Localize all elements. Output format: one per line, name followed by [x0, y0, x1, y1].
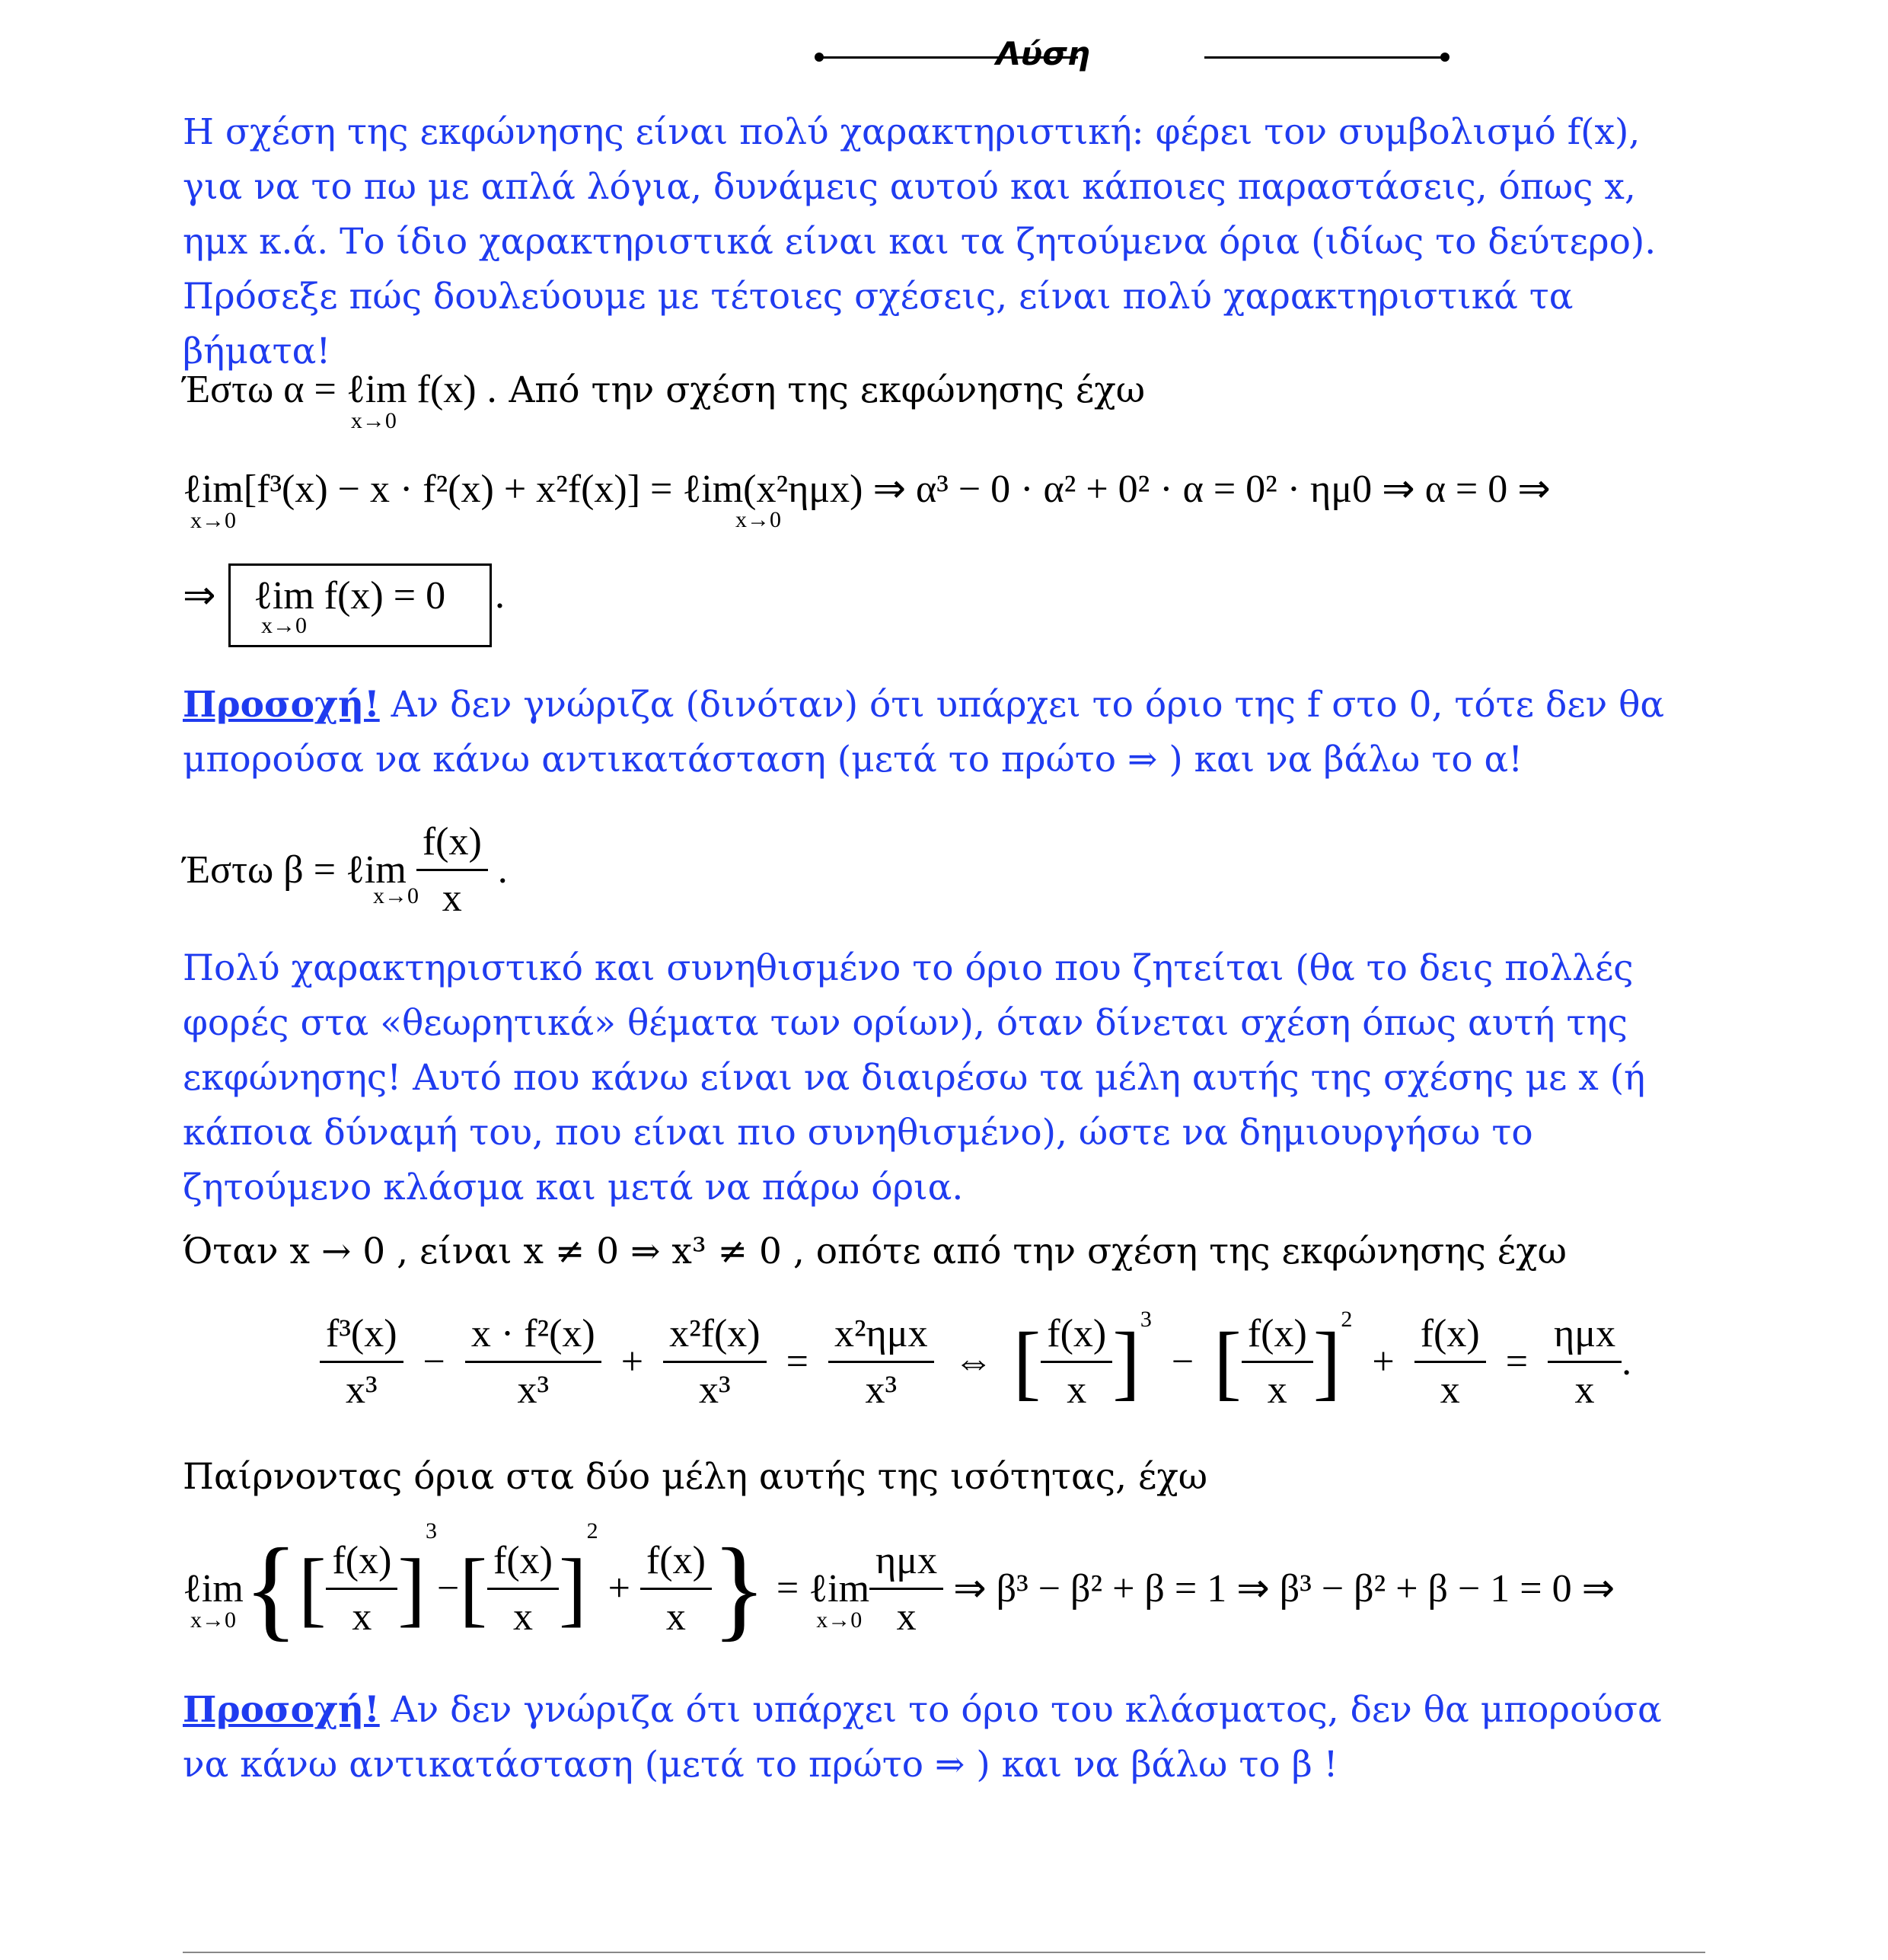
lim-subscript: x→0	[190, 1607, 236, 1633]
term4-numerator: x²ημx	[834, 1312, 928, 1355]
frac-den: x	[1267, 1368, 1287, 1412]
intro-paragraph: Η σχέση της εκφώνησης είναι πολύ χαρακτηριστική: φέρει τον συμβολισμό f(x), για να το πω με απλά λόγια, δυνάμεις αυτού και κάποιες παραστάσεις, όπως x, ημx κ.ά. Το ίδιο χαρακτηριστικά είναι και τα ζητούμενα όρια (ιδίως το δεύτερο). Πρόσεξε πώς δουλεύουμε με τέτοιες σχέσεις, είναι πολύ χαρακτηριστικά τα βήματα!	[183, 111, 1657, 372]
frac-den: x	[1067, 1368, 1087, 1412]
solution-page	[183, 0, 1705, 1960]
term1-numerator: f³(x)	[326, 1312, 397, 1355]
lim-subscript: x→0	[350, 408, 397, 433]
step2-subscript: x→0	[373, 883, 419, 908]
lim-subscript: x→0	[190, 508, 236, 533]
fraction-denominator: x	[442, 876, 462, 920]
eq1-lhs: [f³(x) − x · f²(x) + x²f(x)]	[243, 468, 641, 511]
step3-line: Όταν x → 0 , είναι x ≠ 0 ⇒ x³ ≠ 0 , οπότε από την σχέση της εκφώνησης έχω	[183, 1231, 1567, 1272]
step1-line	[183, 367, 1146, 433]
frac-den: x	[352, 1594, 372, 1639]
attention-text: Αν δεν γνώριζα (δινόταν) ότι υπάρχει το όριο της f στο 0, τότε δεν θα μπορούσα να κάνω αντικατάσταση (μετά το πρώτο ⇒ ) και να βάλω το α!	[183, 684, 1665, 780]
header-right-rule	[1204, 56, 1445, 59]
lim-symbol: ℓim	[183, 468, 244, 511]
frac-num: f(x)	[1247, 1312, 1307, 1355]
implies-arrow: ⇒	[183, 574, 216, 618]
equation-3: ℓim x→0 {[ $\frac{f(x)}{x}$ ]$^3$−[ $\frac{f(x)}{x}$ ]$^2$ + $\frac{f(x)}{x}$ } = ℓim x→0 $\frac{\text{ημx}}{x}$ ⇒ β³ − β² + β = 1 ⇒ β³ − β² + β − 1 = 0 ⇒	[183, 1518, 1615, 1652]
explanation-paragraph: Πολύ χαρακτηριστικό και συνηθισμένο το όριο που ζητείται (θα το δεις πολλές φορές στα «θεωρητικά» θέματα των ορίων), όταν δίνεται σχέση όπως αυτή της εκφώνησης! Αυτό που κάνω είναι να διαιρέσω τα μέλη αυτής της σχέσης με x (ή κάποια δύναμή του, που είναι πιο συνηθισμένο), ώστε να δημιουργήσω το ζητούμενο κλάσμα και μετά να πάρω όρια.	[183, 947, 1646, 1208]
step2-fraction	[416, 819, 488, 921]
rhs-denominator: x	[1574, 1368, 1595, 1412]
eq1-limit	[183, 467, 244, 533]
frac-den: x	[512, 1594, 533, 1639]
step1-limit	[346, 367, 407, 433]
rhs-denominator: x	[896, 1594, 917, 1639]
equation-2: $\frac{\text{f³(x)}}{\text{x³}}$ − $\frac{\text{x · f²(x)}}{\text{x³}}$ + $\frac{\text{x²f(x)}}{\text{x³}}$ = $\frac{\text{x²ημx}}{\text{x³}}$ ⇔ [ $\frac{f(x)}{x}$ ]$^3$ − [ $\frac{f(x)}{x}$ ]$^2$ + $\frac{f(x)}{x}$ = $\frac{\text{ημx}}{x}$ .	[320, 1311, 1631, 1413]
header-right-dot	[1440, 53, 1449, 62]
fraction-numerator: f(x)	[422, 820, 482, 863]
rhs-numerator: ημx	[1554, 1312, 1616, 1355]
section-header	[639, 30, 1446, 84]
lim-symbol: ℓim	[808, 1566, 870, 1610]
step4-line: Παίρνοντας όρια στα δύο μέλη αυτής της ισότητας, έχω	[183, 1456, 1208, 1498]
term2-numerator: x · f²(x)	[470, 1312, 595, 1355]
footer-rule	[183, 1952, 1705, 1953]
boxed-limit: ℓim f(x) = 0	[254, 574, 446, 618]
attention-label: Προσοχή!	[183, 1689, 380, 1731]
section-title: Λύση	[996, 35, 1090, 72]
term3-denominator: x³	[699, 1368, 731, 1412]
eq3-tail: ⇒ β³ − β² + β = 1 ⇒ β³ − β² + β − 1 = 0 ⇒	[953, 1567, 1615, 1610]
lim-subscript: x→0	[816, 1607, 863, 1633]
step2-period: .	[497, 848, 508, 892]
frac-den: x	[1440, 1368, 1460, 1412]
boxed-result	[228, 563, 492, 647]
equation-1-result	[183, 573, 216, 618]
frac-num: f(x)	[493, 1538, 553, 1582]
attention-2	[183, 1683, 1705, 1792]
rhs-numerator: ημx	[875, 1538, 938, 1582]
term1-denominator: x³	[345, 1368, 378, 1412]
boxed-period: .	[495, 573, 505, 617]
term2-denominator: x³	[517, 1368, 550, 1412]
step2-line	[183, 819, 508, 921]
term3-numerator: x²f(x)	[669, 1312, 761, 1355]
step2-lead: Έστω β = ℓim	[183, 848, 407, 892]
boxed-subscript: x→0	[261, 613, 307, 638]
term4-denominator: x³	[865, 1368, 898, 1412]
frac-num: f(x)	[1420, 1312, 1480, 1355]
step1-arg: f(x)	[416, 368, 477, 411]
lim-symbol: ℓim	[346, 368, 407, 411]
eq1-rhs: = ℓim(x²ημx) ⇒ α³ − 0 · α² + 0² · α = 0² · ημ0 ⇒ α = 0 ⇒	[650, 468, 1551, 511]
step1-tail: . Από την σχέση της εκφώνησης έχω	[486, 369, 1146, 411]
frac-num: f(x)	[1047, 1312, 1107, 1355]
attention-label: Προσοχή!	[183, 684, 380, 726]
attention-1	[183, 678, 1705, 787]
equation-1	[183, 466, 1551, 533]
frac-num: f(x)	[332, 1538, 392, 1582]
attention-text: Αν δεν γνώριζα ότι υπάρχει το όριο του κλάσματος, δεν θα μπορούσα να κάνω αντικατάσταση (μετά το πρώτο ⇒ ) και να βάλω το β !	[183, 1689, 1662, 1786]
eq1-rhs-subscript: x→0	[735, 507, 781, 532]
lim-symbol: ℓim	[183, 1566, 244, 1610]
frac-num: f(x)	[646, 1538, 706, 1582]
step1-lead: Έστω α =	[183, 368, 346, 411]
fraction-bar	[416, 869, 488, 871]
frac-den: x	[665, 1594, 686, 1639]
